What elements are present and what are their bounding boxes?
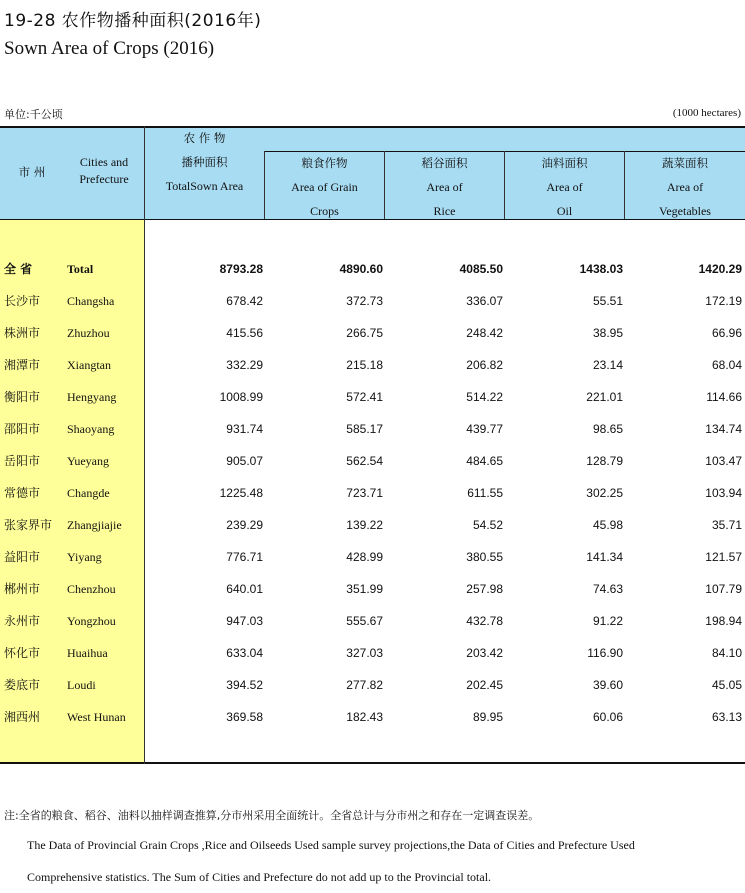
total-sown-area-value: 776.71 bbox=[226, 550, 263, 564]
vegetable-area-value: 103.47 bbox=[705, 454, 742, 468]
header-city-chinese: 市 州 bbox=[18, 165, 46, 179]
vegetable-area-value: 134.74 bbox=[705, 422, 742, 436]
table-row bbox=[0, 381, 745, 413]
city-name-chinese: 株洲市 bbox=[4, 326, 41, 340]
total-sown-area-value: 1008.99 bbox=[219, 390, 263, 404]
total-sown-area-value: 640.01 bbox=[226, 582, 263, 596]
grain-area-value: 585.17 bbox=[346, 422, 383, 436]
vegetable-area-value: 1420.29 bbox=[698, 262, 742, 276]
table-row bbox=[0, 573, 745, 605]
total-sown-area-value: 905.07 bbox=[226, 454, 263, 468]
oil-area-value: 116.90 bbox=[587, 646, 623, 660]
rice-area-value: 439.77 bbox=[466, 422, 503, 436]
vegetable-area-value: 198.94 bbox=[705, 614, 742, 628]
crop-area-table bbox=[0, 126, 745, 764]
grain-area-value: 723.71 bbox=[346, 486, 383, 500]
total-sown-area-value: 415.56 bbox=[226, 326, 263, 340]
oil-area-value: 38.95 bbox=[592, 326, 623, 340]
rice-area-value: 484.65 bbox=[466, 454, 503, 468]
total-sown-area-value: 1225.48 bbox=[219, 486, 263, 500]
header-vegetables: 蔬菜面积 Area of Vegetables bbox=[659, 156, 711, 218]
note-english-line-1: The Data of Provincial Grain Crops ,Rice and Oilseeds Used sample survey projections,the Data of Cities and Prefecture Used bbox=[27, 838, 635, 852]
city-name-chinese: 张家界市 bbox=[4, 518, 53, 532]
rice-area-value: 202.45 bbox=[466, 678, 503, 692]
city-name-english: Xiangtan bbox=[67, 358, 111, 372]
oil-area-value: 91.22 bbox=[592, 614, 623, 628]
city-name-english: Changsha bbox=[67, 294, 115, 308]
header-grain-crops: 粮食作物 Area of Grain Crops bbox=[291, 156, 358, 218]
oil-area-value: 141.34 bbox=[586, 550, 623, 564]
header-total-sown-area: 农 作 物 播种面积 TotalSown Area bbox=[165, 131, 244, 193]
city-name-english: West Hunan bbox=[67, 710, 126, 724]
total-sown-area-value: 369.58 bbox=[226, 710, 263, 724]
table-row bbox=[0, 701, 745, 733]
city-name-chinese: 怀化市 bbox=[4, 646, 41, 660]
table-row bbox=[0, 349, 745, 381]
rice-area-value: 4085.50 bbox=[459, 262, 503, 276]
header-city-english: Cities and Prefecture bbox=[79, 155, 129, 186]
unit-label-english: (1000 hectares) bbox=[672, 107, 741, 119]
rice-area-value: 206.82 bbox=[466, 358, 503, 372]
vegetable-area-value: 172.19 bbox=[705, 294, 742, 308]
grain-area-value: 351.99 bbox=[346, 582, 383, 596]
city-name-chinese: 湘潭市 bbox=[4, 358, 41, 372]
rice-area-value: 432.78 bbox=[466, 614, 503, 628]
city-name-chinese: 娄底市 bbox=[4, 678, 41, 692]
header-oil: 油料面积 Area of Oil bbox=[541, 156, 588, 218]
rice-area-value: 380.55 bbox=[466, 550, 503, 564]
grain-area-value: 266.75 bbox=[346, 326, 383, 340]
table-row bbox=[0, 285, 745, 317]
city-name-chinese: 衡阳市 bbox=[4, 390, 41, 404]
vegetable-area-value: 66.96 bbox=[711, 326, 742, 340]
city-name-chinese: 益阳市 bbox=[4, 550, 41, 564]
city-name-english: Huaihua bbox=[67, 646, 108, 660]
total-sown-area-value: 239.29 bbox=[226, 518, 263, 532]
vegetable-area-value: 107.79 bbox=[705, 582, 742, 596]
rice-area-value: 336.07 bbox=[466, 294, 503, 308]
city-name-chinese: 湘西州 bbox=[4, 710, 41, 724]
vegetable-area-value: 84.10 bbox=[711, 646, 742, 660]
table-row bbox=[0, 637, 745, 669]
rice-area-value: 203.42 bbox=[466, 646, 503, 660]
vegetable-area-value: 121.57 bbox=[705, 550, 742, 564]
table-row bbox=[0, 605, 745, 637]
table-row bbox=[0, 445, 745, 477]
rice-area-value: 54.52 bbox=[472, 518, 503, 532]
oil-area-value: 302.25 bbox=[586, 486, 623, 500]
grain-area-value: 327.03 bbox=[346, 646, 383, 660]
total-sown-area-value: 394.52 bbox=[226, 678, 263, 692]
city-name-english: Yiyang bbox=[67, 550, 102, 564]
oil-area-value: 128.79 bbox=[586, 454, 623, 468]
city-name-chinese: 常德市 bbox=[4, 486, 41, 500]
city-name-chinese: 全 省 bbox=[4, 262, 33, 276]
oil-area-value: 74.63 bbox=[592, 582, 623, 596]
city-name-chinese: 邵阳市 bbox=[4, 422, 41, 436]
city-name-english: Hengyang bbox=[67, 390, 117, 404]
oil-area-value: 23.14 bbox=[592, 358, 623, 372]
oil-area-value: 98.65 bbox=[592, 422, 623, 436]
grain-area-value: 4890.60 bbox=[339, 262, 383, 276]
total-sown-area-value: 8793.28 bbox=[219, 262, 263, 276]
grain-area-value: 277.82 bbox=[346, 678, 383, 692]
city-name-chinese: 岳阳市 bbox=[4, 454, 41, 468]
city-name-english: Zhangjiajie bbox=[67, 518, 122, 532]
city-name-chinese: 长沙市 bbox=[4, 294, 41, 308]
table-row bbox=[0, 317, 745, 349]
rice-area-value: 248.42 bbox=[466, 326, 503, 340]
grain-area-value: 139.22 bbox=[346, 518, 383, 532]
grain-area-value: 372.73 bbox=[346, 294, 383, 308]
oil-area-value: 1438.03 bbox=[579, 262, 623, 276]
table-title-english: Sown Area of Crops (2016) bbox=[4, 38, 215, 59]
city-name-english: Changde bbox=[67, 486, 110, 500]
table-top-rule bbox=[0, 126, 745, 128]
table-title-chinese: 19-28 农作物播种面积(2016年) bbox=[4, 11, 262, 31]
note-english-line-2: Comprehensive statistics. The Sum of Cities and Prefecture do not add up to the Provincial total. bbox=[27, 870, 492, 884]
city-name-english: Loudi bbox=[67, 678, 96, 692]
city-name-english: Chenzhou bbox=[67, 582, 116, 596]
vegetable-area-value: 68.04 bbox=[711, 358, 742, 372]
total-sown-area-value: 332.29 bbox=[226, 358, 263, 372]
city-name-english: Yueyang bbox=[67, 454, 109, 468]
city-name-english: Total bbox=[67, 262, 94, 276]
vegetable-area-value: 114.66 bbox=[706, 390, 742, 404]
total-sown-area-value: 947.03 bbox=[226, 614, 263, 628]
oil-area-value: 221.01 bbox=[586, 390, 623, 404]
table-row bbox=[0, 541, 745, 573]
rice-area-value: 257.98 bbox=[466, 582, 503, 596]
vegetable-area-value: 103.94 bbox=[705, 486, 742, 500]
total-sown-area-value: 931.74 bbox=[226, 422, 263, 436]
grain-area-value: 555.67 bbox=[346, 614, 383, 628]
rice-area-value: 611.55 bbox=[467, 486, 503, 500]
total-sown-area-value: 633.04 bbox=[226, 646, 263, 660]
grain-area-value: 428.99 bbox=[346, 550, 383, 564]
oil-area-value: 60.06 bbox=[592, 710, 623, 724]
vegetable-area-value: 45.05 bbox=[711, 678, 742, 692]
rice-area-value: 514.22 bbox=[466, 390, 503, 404]
vegetable-area-value: 63.13 bbox=[711, 710, 742, 724]
grain-area-value: 562.54 bbox=[346, 454, 383, 468]
table-row-total bbox=[0, 253, 745, 285]
table-row bbox=[0, 477, 745, 509]
oil-area-value: 45.98 bbox=[592, 518, 623, 532]
oil-area-value: 39.60 bbox=[592, 678, 623, 692]
header-rice: 稻谷面积 Area of Rice bbox=[421, 156, 468, 218]
city-name-english: Yongzhou bbox=[67, 614, 116, 628]
grain-area-value: 215.18 bbox=[346, 358, 383, 372]
table-row bbox=[0, 509, 745, 541]
rice-area-value: 89.95 bbox=[472, 710, 503, 724]
table-bottom-rule bbox=[0, 762, 745, 764]
total-sown-area-value: 678.42 bbox=[226, 294, 263, 308]
oil-area-value: 55.51 bbox=[592, 294, 623, 308]
city-name-chinese: 永州市 bbox=[4, 614, 41, 628]
unit-label-chinese: 单位:千公顷 bbox=[4, 108, 63, 121]
grain-area-value: 182.43 bbox=[346, 710, 383, 724]
city-name-english: Shaoyang bbox=[67, 422, 115, 436]
table-row bbox=[0, 669, 745, 701]
vegetable-area-value: 35.71 bbox=[711, 518, 742, 532]
table-row bbox=[0, 413, 745, 445]
city-name-english: Zhuzhou bbox=[67, 326, 110, 340]
city-name-chinese: 郴州市 bbox=[4, 582, 41, 596]
note-chinese: 注:全省的粮食、稻谷、油料以抽样调查推算,分市州采用全面统计。全省总计与分市州之和存在一定调查误差。 bbox=[4, 809, 540, 822]
grain-area-value: 572.41 bbox=[346, 390, 383, 404]
